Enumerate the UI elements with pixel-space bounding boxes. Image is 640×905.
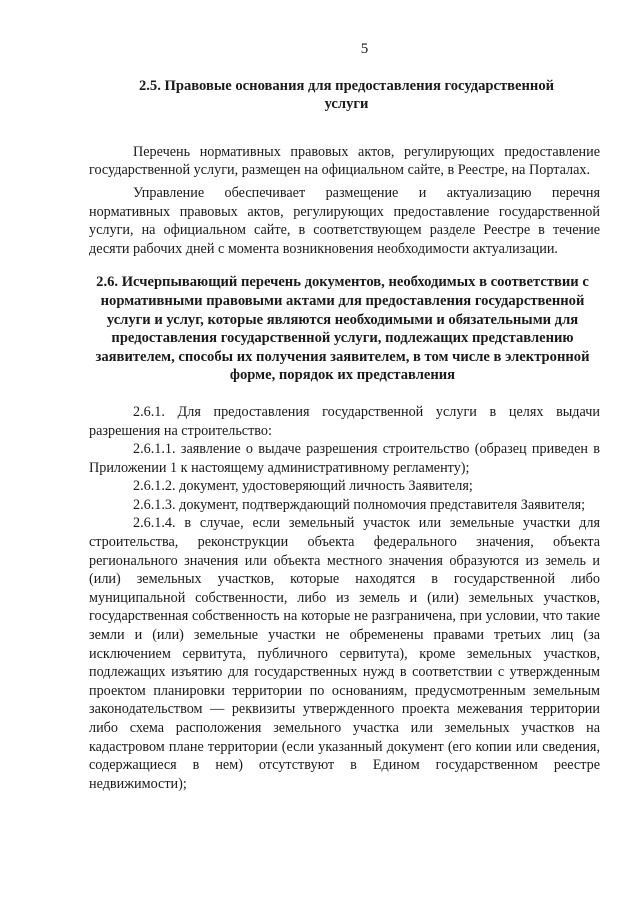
item-2-6-1-3: 2.6.1.3. документ, подтверждающий полномочия представителя Заявителя;: [133, 496, 586, 513]
item-2-6-1: 2.6.1. Для предоставления государственной услуги в целях выдачи разрешения на строительство:: [89, 403, 600, 439]
section-2-5-paragraph: Перечень нормативных правовых актов, регулирующих предоставление государственной услуги, размещен на официальном сайте, в Реестре, на Порталах.: [89, 143, 600, 179]
section-2-5-heading: 2.5. Правовые основания для предоставления государственной услуги: [138, 77, 555, 113]
section-2-6-heading: 2.6. Исчерпывающий перечень документов, необходимых в соответствии с нормативными правовыми актами для предоставления государственной услуги и услуг, которые являются необходимыми и обязательными для предоставления государственной услуги, подлежащих представлению заявителем, способы их получения заявителем, в том числе в электронной форме, порядок их представления: [95, 274, 590, 384]
page-number: 5: [360, 41, 369, 57]
item-2-6-1-1: 2.6.1.1. заявление о выдаче разрешения строительство (образец приведен в Приложении 1 к настоящему административному регламенту);: [89, 441, 600, 476]
item-2-6-1-4: 2.6.1.4. в случае, если земельный участок или земельные участки для строительства, реконструкции объекта федерального значения, объекта регионального значения или объекта местного значения образуются из земель и (или) земельных участков, которые находятся в государственной либо муниципальной собственности, либо из земель и (или) земельных участков, государственная собственность на которые не разграничена, при условии, что такие земли и (или) земельные участки не обременены правами третьих лиц (за исключением сервитута, публичного сервитута), кроме земельных участков, подлежащих изъятию для государственных нужд в соответствии с утвержденным проектом планировки территории по основаниям, предусмотренным земельным законодательством — реквизиты утвержденного проекта межевания территории либо схема расположения земельного участка или земельных участков на кадастровом плане территории (если указанный документ (его копии или сведения, содержащиеся в нем) отсутствуют в Едином государственном реестре недвижимости);: [89, 515, 600, 792]
item-2-6-1-2: 2.6.1.2. документ, удостоверяющий личность Заявителя;: [133, 478, 473, 495]
section-2-5-paragraph: Управление обеспечивает размещение и актуализацию перечня нормативных правовых актов, регулирующих предоставление государственной услуги, на официальном сайте, в соответствующем разделе Реестре в течение десяти рабочих дней с момента возникновения необходимости актуализации.: [89, 184, 600, 257]
